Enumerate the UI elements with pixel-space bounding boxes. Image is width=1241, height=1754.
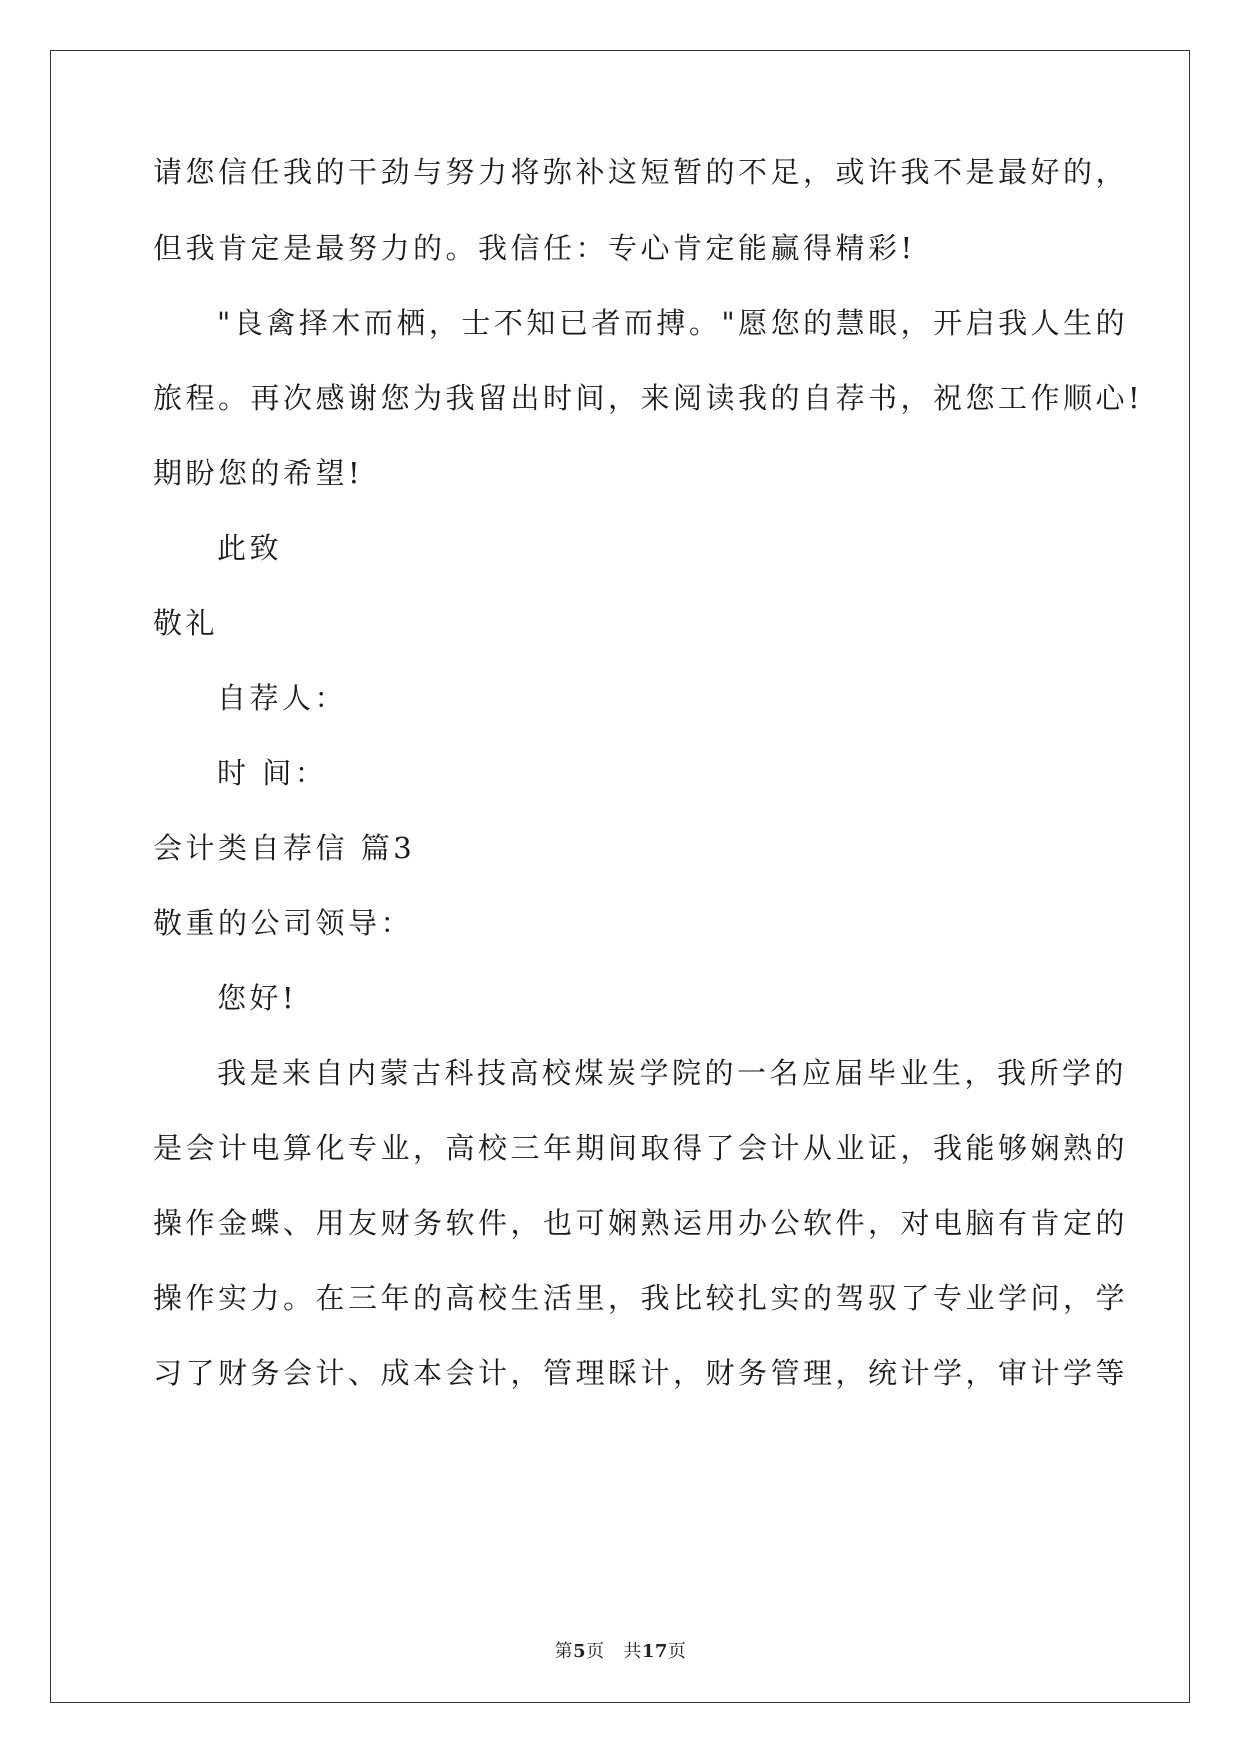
paragraph-line: 是会计电算化专业，高校三年期间取得了会计从业证，我能够娴熟的	[153, 1131, 1129, 1165]
paragraph-line: 操作金蝶、用友财务软件，也可娴熟运用办公软件，对电脑有肯定的	[153, 1206, 1129, 1240]
paragraph-line: 旅程。再次感谢您为我留出时间，来阅读我的自荐书，祝您工作顺心!	[153, 381, 1144, 415]
paragraph-line: 期盼您的希望!	[153, 456, 364, 490]
page-border	[50, 50, 1190, 1703]
section-title: 会计类自荐信 篇3	[153, 831, 416, 865]
current-page-number: 5	[573, 1641, 587, 1662]
footer-page-suffix: 页	[586, 1641, 605, 1662]
paragraph-line: 请您信任我的干劲与努力将弥补这短暂的不足，或许我不是最好的，	[153, 155, 1129, 189]
paragraph-line: 操作实力。在三年的高校生活里，我比较扎实的驾驭了专业学问，学	[153, 1281, 1129, 1315]
closing-regards: 敬礼	[153, 606, 219, 640]
signature-label: 自荐人：	[217, 681, 348, 715]
closing-salutation: 此致	[217, 531, 283, 565]
date-label: 时 间：	[217, 756, 328, 790]
letter-greeting: 敬重的公司领导：	[153, 906, 414, 940]
paragraph-line: "良禽择木而栖，士不知已者而搏。"愿您的慧眼，开启我人生的	[217, 306, 1129, 340]
paragraph-line: 我是来自内蒙古科技高校煤炭学院的一名应届毕业生，我所学的	[217, 1056, 1128, 1090]
footer-prefix: 第	[554, 1641, 574, 1662]
paragraph-line: 习了财务会计、成本会计，管理睬计，财务管理，统计学，审计学等	[153, 1356, 1129, 1390]
footer-total-suffix: 页	[667, 1641, 687, 1662]
paragraph-line: 但我肯定是最努力的。我信任：专心肯定能赢得精彩!	[153, 231, 916, 265]
footer-total-prefix: 共	[623, 1641, 642, 1662]
page-footer	[0, 1637, 1241, 1663]
total-page-count: 17	[641, 1641, 668, 1662]
letter-hello: 您好!	[217, 981, 298, 1015]
